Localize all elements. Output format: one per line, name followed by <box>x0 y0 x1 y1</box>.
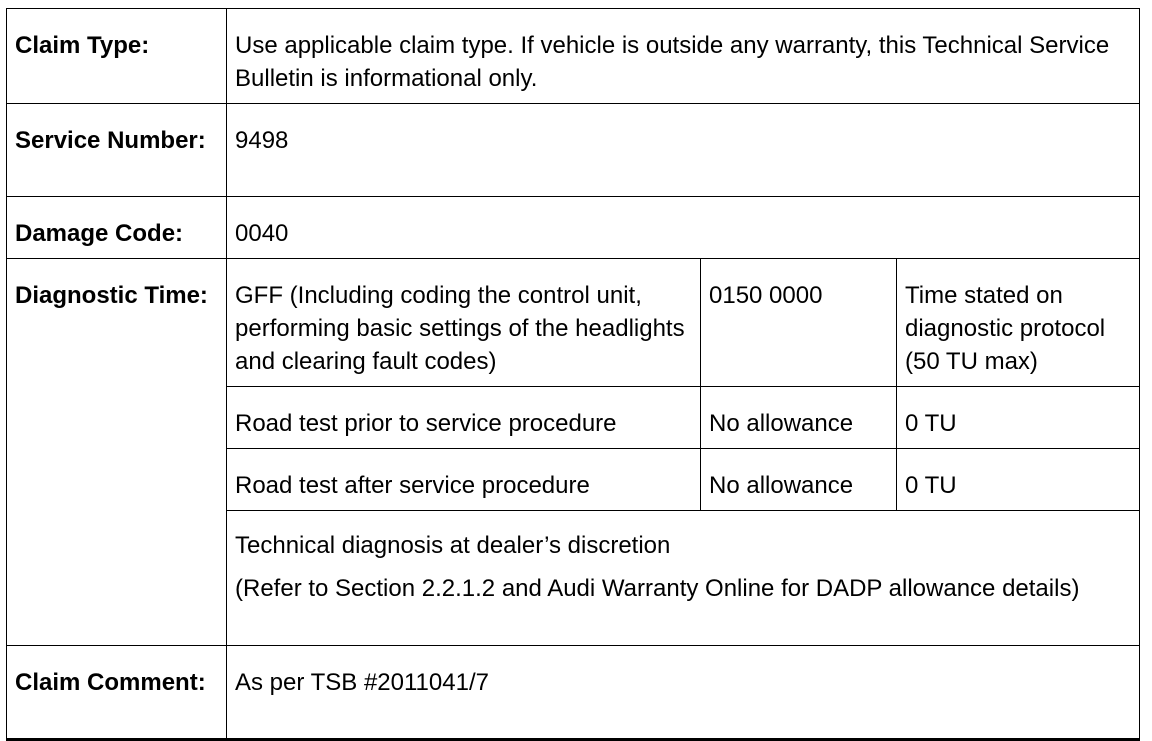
claim-comment-label: Claim Comment: <box>7 646 227 740</box>
service-number-value: 9498 <box>227 104 1140 197</box>
diagnostic-note-text: Technical diagnosis at dealer’s discretion <box>235 532 671 559</box>
claim-type-label: Claim Type: <box>7 9 227 104</box>
service-number-row <box>7 104 1140 197</box>
claim-type-value: Use applicable claim type. If vehicle is outside any warranty, this Technical Service Bulletin is informational only. <box>227 9 1140 104</box>
diagnostic-note-reference: (Refer to Section 2.2.1.2 and Audi Warranty Online for DADP allowance details) <box>235 575 1080 602</box>
diagnostic-item-code: No allowance <box>701 387 897 449</box>
diagnostic-item-description: Road test after service procedure <box>227 449 701 511</box>
diagnostic-time-row <box>7 259 1140 387</box>
diagnostic-item-time: 0 TU <box>897 449 1140 511</box>
diagnostic-item-code: 0150 0000 <box>701 259 897 387</box>
diagnostic-item-description: GFF (Including coding the control unit, performing basic settings of the headlights and clearing fault codes) <box>227 259 701 387</box>
diagnostic-note-cell <box>227 511 1140 646</box>
damage-code-label: Damage Code: <box>7 197 227 259</box>
service-number-label: Service Number: <box>7 104 227 197</box>
claim-comment-value: As per TSB #2011041/7 <box>227 646 1140 740</box>
diagnostic-time-label: Diagnostic Time: <box>7 259 227 646</box>
diagnostic-item-description: Road test prior to service procedure <box>227 387 701 449</box>
damage-code-row <box>7 197 1140 259</box>
claim-comment-row <box>7 646 1140 740</box>
diagnostic-item-time: Time stated on diagnostic protocol (50 TU max) <box>897 259 1140 387</box>
claim-type-row <box>7 9 1140 104</box>
diagnostic-item-code: No allowance <box>701 449 897 511</box>
damage-code-value: 0040 <box>227 197 1140 259</box>
diagnostic-item-time: 0 TU <box>897 387 1140 449</box>
claim-info-table <box>6 8 1140 741</box>
